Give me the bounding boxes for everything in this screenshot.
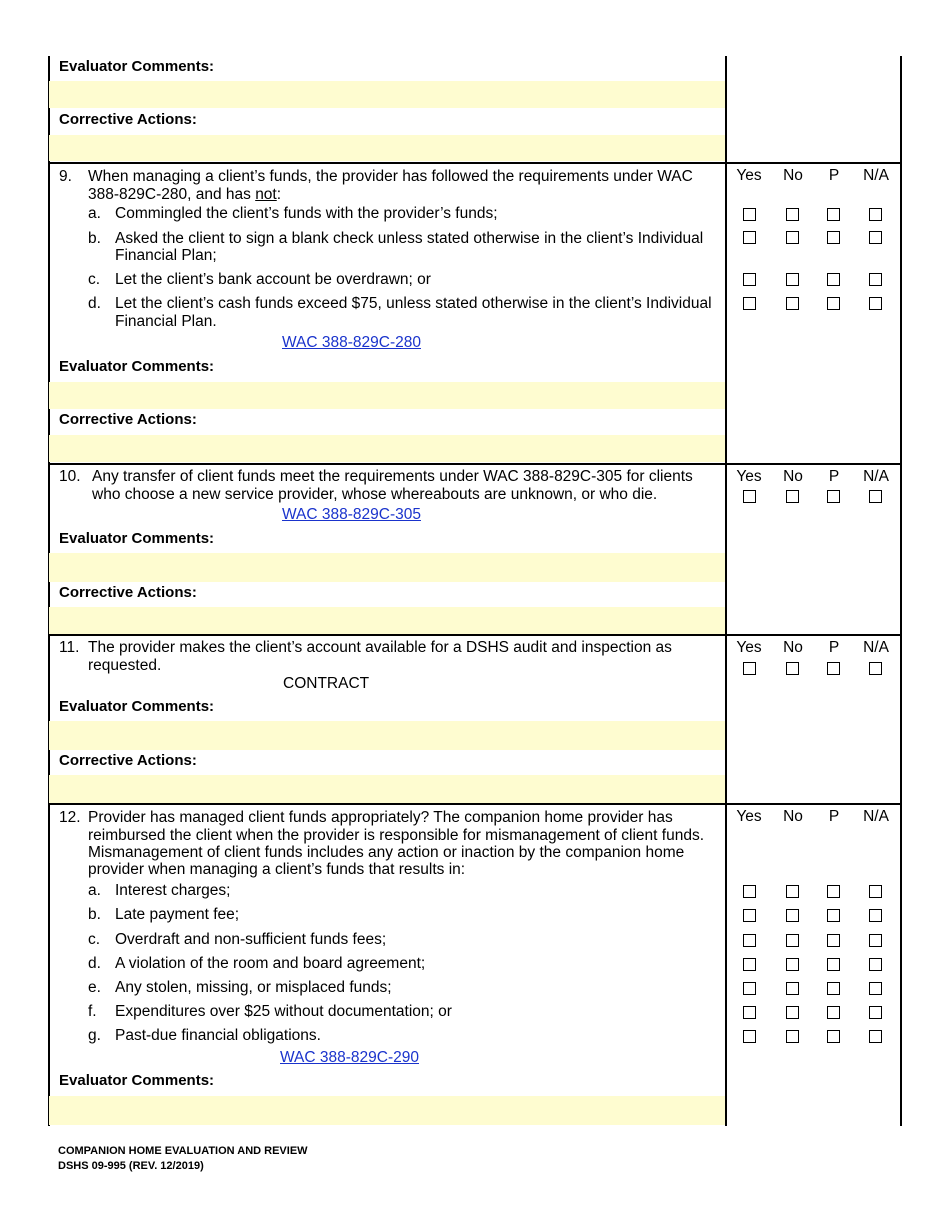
column-header-p: P [828,639,840,656]
column-header-p: P [828,808,840,825]
sub-letter: c. [88,271,101,288]
reference-link[interactable]: WAC 388-829C-305 [282,506,421,523]
checkbox-p[interactable] [827,885,840,898]
sub-letter: a. [88,882,101,899]
reference-link[interactable]: WAC 388-829C-280 [282,334,421,351]
column-header-p: P [828,167,840,184]
right-border [900,56,902,1126]
checkbox-na[interactable] [869,909,882,922]
checkbox-yes[interactable] [743,1030,756,1043]
evaluator-comments-label: Evaluator Comments: [59,358,215,375]
checkbox-no[interactable] [786,1030,799,1043]
item-text: reimbursed the client when the provider is responsible for mismanagement of client funds. [88,827,705,844]
sub-letter: g. [88,1027,101,1044]
checkbox-p[interactable] [827,934,840,947]
checkbox-p[interactable] [827,208,840,221]
row-divider-11 [48,634,902,636]
column-header-na: N/A [863,468,889,485]
sub-text: Financial Plan; [115,247,217,264]
corrective-actions-field[interactable] [49,135,725,161]
column-header-yes: Yes [736,808,762,825]
checkbox-no[interactable] [786,490,799,503]
checkbox-yes[interactable] [743,934,756,947]
checkbox-na[interactable] [869,982,882,995]
sub-letter: e. [88,979,101,996]
checkbox-yes[interactable] [743,297,756,310]
sub-text: Interest charges; [115,882,231,899]
sub-text: Past-due financial obligations. [115,1027,321,1044]
row-divider-12 [48,803,902,805]
checkbox-yes[interactable] [743,958,756,971]
evaluator-comments-field[interactable] [49,382,725,409]
sub-text: Commingled the client’s funds with the provider’s funds; [115,205,498,222]
sub-text: Let the client’s cash funds exceed $75, unless stated otherwise in the client’s Individual [115,295,712,312]
sub-letter: c. [88,931,101,948]
checkbox-na[interactable] [869,273,882,286]
item-text: When managing a client’s funds, the provider has followed the requirements under WAC [88,168,693,185]
sub-letter: b. [88,230,101,247]
item-text: 388-829C-280, and has not: [88,186,282,203]
checkbox-yes[interactable] [743,982,756,995]
item-text: Provider has managed client funds appropriately? The companion home provider has [88,809,673,826]
evaluator-comments-label: Evaluator Comments: [59,1072,215,1089]
evaluator-comments-field[interactable] [49,1096,725,1125]
checkbox-no[interactable] [786,231,799,244]
item-number: 9. [59,168,72,185]
footer-title: COMPANION HOME EVALUATION AND REVIEW [58,1145,308,1157]
sub-text: Late payment fee; [115,906,240,923]
sub-text: Financial Plan. [115,313,217,330]
checkbox-yes[interactable] [743,273,756,286]
column-header-p: P [828,468,840,485]
item-text: provider when managing a client’s funds that results in: [88,861,466,878]
checkbox-p[interactable] [827,958,840,971]
evaluator-comments-field[interactable] [49,81,725,108]
item-number: 11. [59,639,80,656]
checkbox-na[interactable] [869,662,882,675]
item-number: 10. [59,468,81,485]
corrective-actions-field[interactable] [49,775,725,803]
checkbox-na[interactable] [869,958,882,971]
column-header-yes: Yes [736,468,762,485]
sub-text: Expenditures over $25 without documentation; or [115,1003,452,1020]
column-header-na: N/A [863,808,889,825]
checkbox-no[interactable] [786,297,799,310]
left-border [48,56,50,1126]
corrective-actions-label: Corrective Actions: [59,752,197,769]
column-header-na: N/A [863,639,889,656]
checkbox-yes[interactable] [743,208,756,221]
footer-form-number: DSHS 09-995 (REV. 12/2019) [58,1160,204,1172]
checkbox-na[interactable] [869,297,882,310]
corrective-actions-label: Corrective Actions: [59,111,197,128]
item-text: Mismanagement of client funds includes any action or inaction by the companion home [88,844,685,861]
checkbox-p[interactable] [827,982,840,995]
evaluator-comments-label: Evaluator Comments: [59,58,215,75]
sub-text: Any stolen, missing, or misplaced funds; [115,979,392,996]
checkbox-p[interactable] [827,662,840,675]
column-header-no: No [783,808,803,825]
checkbox-na[interactable] [869,1030,882,1043]
checkbox-no[interactable] [786,909,799,922]
item-text: who choose a new service provider, whose whereabouts are unknown, or who die. [92,486,658,503]
checkbox-yes[interactable] [743,1006,756,1019]
column-header-na: N/A [863,167,889,184]
sub-text: A violation of the room and board agreement; [115,955,426,972]
sub-letter: a. [88,205,101,222]
sub-text: Overdraft and non-sufficient funds fees; [115,931,387,948]
evaluator-comments-field[interactable] [49,553,725,582]
checkbox-p[interactable] [827,297,840,310]
checkbox-p[interactable] [827,1030,840,1043]
checkbox-yes[interactable] [743,231,756,244]
column-header-yes: Yes [736,167,762,184]
checkbox-na[interactable] [869,934,882,947]
sub-text: Let the client’s bank account be overdrawn; or [115,271,431,288]
checkbox-p[interactable] [827,273,840,286]
row-divider-9 [48,162,902,164]
checkbox-yes[interactable] [743,662,756,675]
checkbox-yes[interactable] [743,885,756,898]
checkbox-na[interactable] [869,1006,882,1019]
column-header-no: No [783,639,803,656]
sub-text: Asked the client to sign a blank check unless stated otherwise in the client’s Individual [115,230,704,247]
column-header-no: No [783,167,803,184]
checkbox-p[interactable] [827,909,840,922]
checkbox-yes[interactable] [743,909,756,922]
checkbox-no[interactable] [786,958,799,971]
sub-letter: f. [88,1003,97,1020]
corrective-actions-field[interactable] [49,435,725,462]
checkbox-na[interactable] [869,885,882,898]
checkbox-no[interactable] [786,934,799,947]
checkbox-p[interactable] [827,1006,840,1019]
checkbox-no[interactable] [786,273,799,286]
checkbox-no[interactable] [786,885,799,898]
reference-link[interactable]: WAC 388-829C-290 [280,1049,419,1066]
item-text: requested. [88,657,162,674]
column-header-yes: Yes [736,639,762,656]
checkbox-p[interactable] [827,490,840,503]
checkbox-no[interactable] [786,208,799,221]
column-header-no: No [783,468,803,485]
checkbox-no[interactable] [786,982,799,995]
corrective-actions-label: Corrective Actions: [59,584,197,601]
evaluator-comments-label: Evaluator Comments: [59,530,215,547]
column-divider [725,56,727,1126]
item-text: The provider makes the client’s account available for a DSHS audit and inspection as [88,639,672,656]
checkbox-na[interactable] [869,208,882,221]
checkbox-yes[interactable] [743,490,756,503]
sub-letter: d. [88,955,101,972]
item-text: Any transfer of client funds meet the requirements under WAC 388-829C-305 for clients [92,468,693,485]
checkbox-no[interactable] [786,662,799,675]
reference-text: CONTRACT [283,675,370,692]
sub-letter: b. [88,906,101,923]
sub-letter: d. [88,295,101,312]
evaluator-comments-field[interactable] [49,721,725,750]
checkbox-p[interactable] [827,231,840,244]
checkbox-na[interactable] [869,231,882,244]
corrective-actions-field[interactable] [49,607,725,634]
checkbox-na[interactable] [869,490,882,503]
row-divider-10 [48,463,902,465]
checkbox-no[interactable] [786,1006,799,1019]
corrective-actions-label: Corrective Actions: [59,411,197,428]
evaluator-comments-label: Evaluator Comments: [59,698,215,715]
item-number: 12. [59,809,81,826]
